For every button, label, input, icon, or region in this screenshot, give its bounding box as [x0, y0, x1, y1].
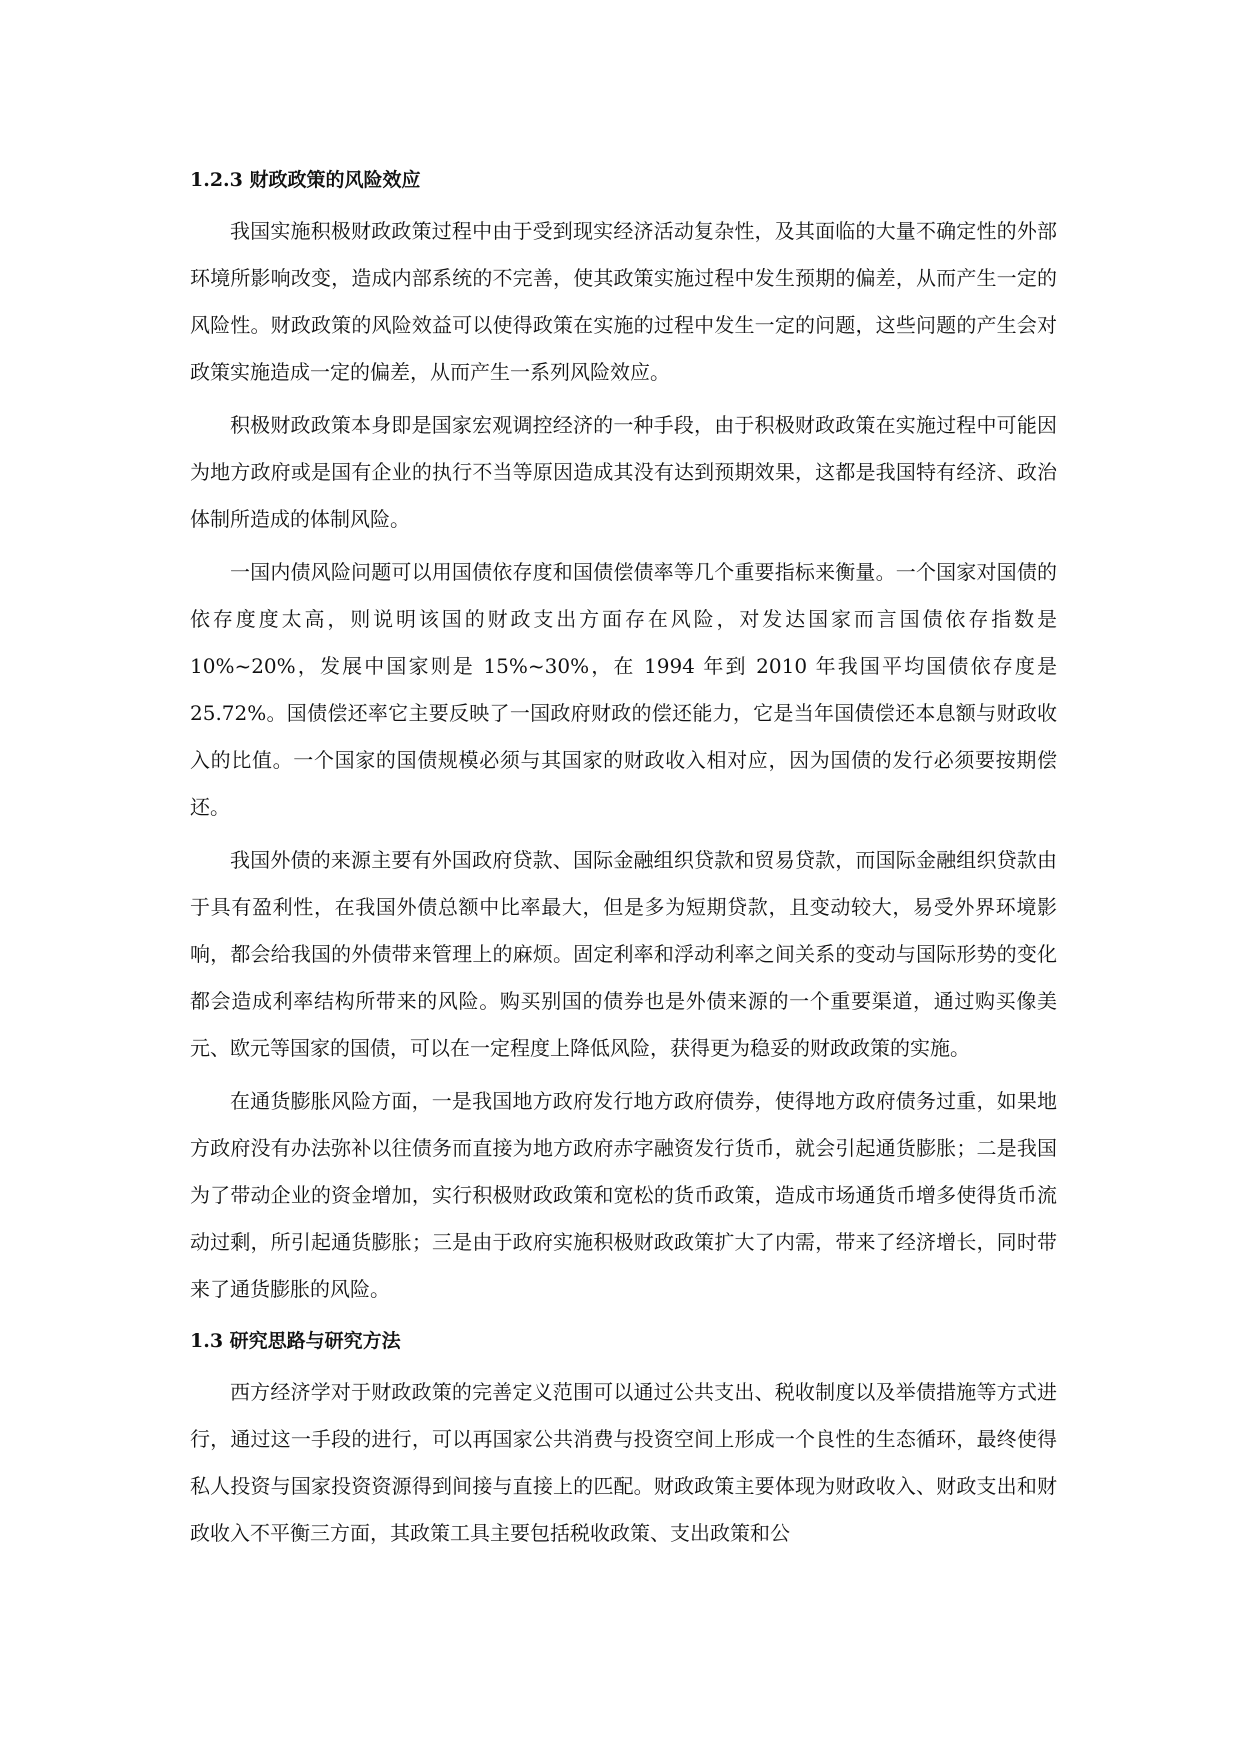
paragraph-foreign-debt-risk: 我国外债的来源主要有外国政府贷款、国际金融组织贷款和贸易贷款，而国际金融组织贷款由于具有盈利性，在我国外债总额中比率最大，但是多为短期贷款，且变动较大，易受外界环境影响，都会给我国的外债带来管理上的麻烦。固定利率和浮动利率之间关系的变动与国际形势的变化都会造成利率结构所带来的风险。购买别国的债券也是外债来源的一个重要渠道，通过购买像美元、欧元等国家的国债，可以在一定程度上降低风险，获得更为稳妥的财政政策的实施。 [190, 848, 1057, 1060]
section-heading-risk-effect: 1.2.3 财政政策的风险效应 [190, 169, 421, 191]
paragraph-research-definition: 西方经济学对于财政政策的完善定义范围可以通过公共支出、税收制度以及举债措施等方式进行，通过这一手段的进行，可以再国家公共消费与投资空间上形成一个良性的生态循环，最终使得私人投资与国家投资资源得到间接与直接上的匹配。财政政策主要体现为财政收入、财政支出和财政收入不平衡三方面，其政策工具主要包括税收政策、支出政策和公 [190, 1380, 1057, 1545]
section-heading-research-approach: 1.3 研究思路与研究方法 [190, 1330, 401, 1352]
paragraph-risk-overview: 我国实施积极财政政策过程中由于受到现实经济活动复杂性，及其面临的大量不确定性的外部环境所影响改变，造成内部系统的不完善，使其政策实施过程中发生预期的偏差，从而产生一定的风险性。财政政策的风险效益可以使得政策在实施的过程中发生一定的问题，这些问题的产生会对政策实施造成一定的偏差，从而产生一系列风险效应。 [190, 219, 1057, 384]
paragraph-inflation-risk: 在通货膨胀风险方面，一是我国地方政府发行地方政府债券，使得地方政府债务过重，如果地方政府没有办法弥补以往债务而直接为地方政府赤字融资发行货币，就会引起通货膨胀；二是我国为了带动企业的资金增加，实行积极财政政策和宽松的货币政策，造成市场通货币增多使得货币流动过剩，所引起通货膨胀；三是由于政府实施积极财政政策扩大了内需，带来了经济增长，同时带来了通货膨胀的风险。 [190, 1089, 1057, 1301]
document-page [190, 160, 1057, 1563]
paragraph-domestic-debt-risk: 一国内债风险问题可以用国债依存度和国债偿债率等几个重要指标来衡量。一个国家对国债的依存度度太高，则说明该国的财政支出方面存在风险，对发达国家而言国债依存指数是 10%~20%，发展中国家则是 15%~30%，在 1994 年到 2010 年我国平均国债依存度是 25.72%。国债偿还率它主要反映了一国政府财政的偿还能力，它是当年国债偿还本息额与财政收入的比值。一个国家的国债规模必须与其国家的财政收入相对应，因为国债的发行必须要按期偿还。 [190, 560, 1057, 819]
paragraph-institutional-risk: 积极财政政策本身即是国家宏观调控经济的一种手段，由于积极财政政策在实施过程中可能因为地方政府或是国有企业的执行不当等原因造成其没有达到预期效果，这都是我国特有经济、政治体制所造成的体制风险。 [190, 413, 1057, 531]
